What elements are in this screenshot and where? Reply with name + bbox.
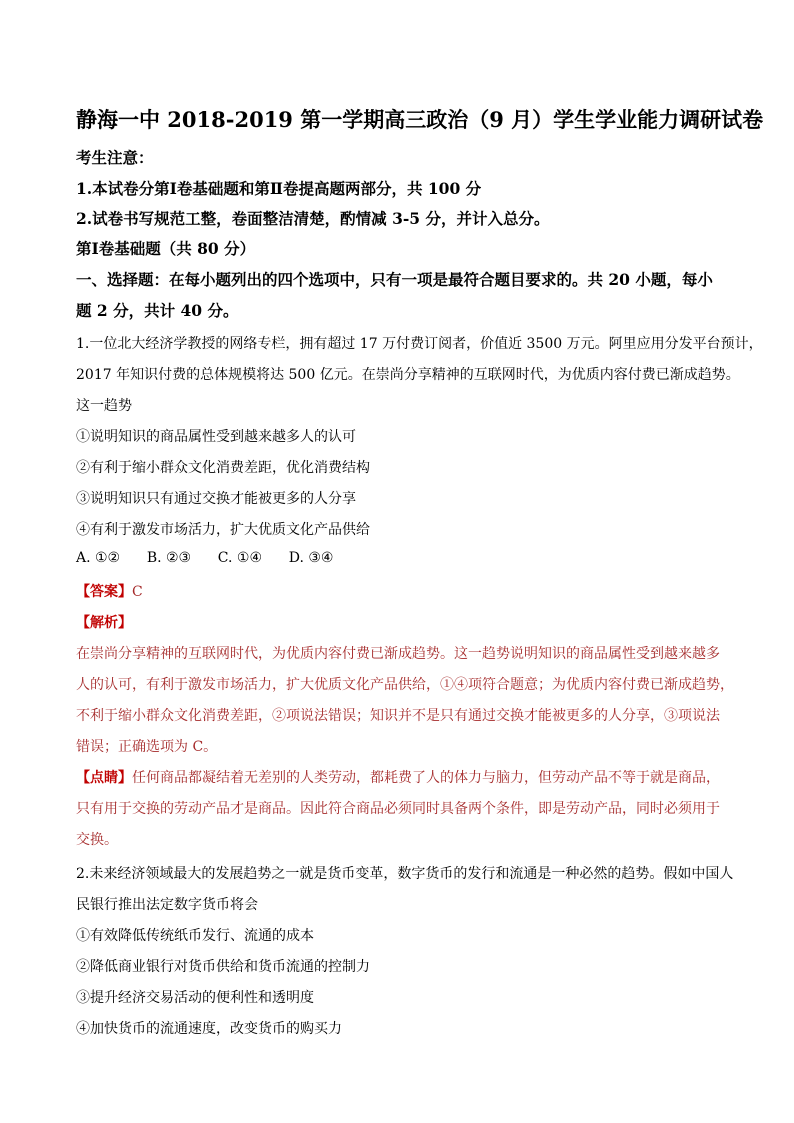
q1-option-1: ①说明知识的商品属性受到越来越多人的认可 [76, 429, 356, 445]
section-instruction-line-1: 一、选择题：在每小题列出的四个选项中，只有一项是最符合题目要求的。共 20 小题，每小 [76, 270, 713, 289]
page-title: 静海一中 2018-2019 第一学期高三政治（9 月）学生学业能力调研试卷 [76, 107, 764, 132]
section-heading: 第Ⅰ卷基础题（共 80 分） [76, 239, 256, 258]
q2-option-1: ①有效降低传统纸币发行、流通的成本 [76, 928, 314, 944]
q1-stem-line-1: 1.一位北大经济学教授的网络专栏，拥有超过 17 万付费订阅者，价值近 3500 万元。阿里应用分发平台预计， [76, 336, 763, 352]
q1-option-3: ③说明知识只有通过交换才能被更多的人分享 [76, 491, 356, 507]
notice-item-1: 1.本试卷分第Ⅰ卷基础题和第Ⅱ卷提高题两部分，共 100 分 [76, 179, 482, 198]
q2-option-2: ②降低商业银行对货币供给和货币流通的控制力 [76, 959, 370, 975]
q1-answer [76, 581, 143, 601]
answer-tag: 【答案】 [76, 584, 132, 600]
q1-comment-line-2: 只有用于交换的劳动产品才是商品。因此符合商品必须同时具备两个条件，即是劳动产品，同时必须用于 [76, 801, 720, 817]
q1-stem-line-3: 这一趋势 [76, 398, 132, 414]
comment-tag: 【点睛】 [76, 770, 132, 786]
q1-analysis-line-4: 错误；正确选项为 C。 [76, 739, 218, 755]
comment-text-1: 任何商品都凝结着无差别的人类劳动，都耗费了人的体力与脑力，但劳动产品不等于就是商品， [132, 770, 720, 786]
q1-analysis-line-3: 不利于缩小群众文化消费差距，②项说法错误；知识并不是只有通过交换才能被更多的人分享，③项说法 [76, 708, 720, 724]
q1-option-2: ②有利于缩小群众文化消费差距，优化消费结构 [76, 460, 370, 476]
q2-stem-line-1: 2.未来经济领域最大的发展趋势之一就是货币变革，数字货币的发行和流通是一种必然的趋势。假如中国人 [76, 866, 734, 882]
q1-analysis-line-2: 人的认可，有利于激发市场活力，扩大优质文化产品供给，①④项符合题意；为优质内容付费已渐成趋势， [76, 677, 734, 693]
q1-analysis-line-1: 在崇尚分享精神的互联网时代，为优质内容付费已渐成趋势。这一趋势说明知识的商品属性受到越来越多 [76, 646, 720, 662]
notice-heading: 考生注意： [76, 148, 154, 167]
q2-stem-line-2: 民银行推出法定数字货币将会 [76, 897, 258, 913]
notice-item-2: 2.试卷书写规范工整，卷面整洁清楚，酌情减 3-5 分，并计入总分。 [76, 209, 550, 228]
section-instruction-line-2: 题 2 分，共计 40 分。 [76, 301, 239, 320]
q1-option-4: ④有利于激发市场活力，扩大优质文化产品供给 [76, 522, 370, 538]
q2-option-4: ④加快货币的流通速度，改变货币的购买力 [76, 1021, 342, 1037]
analysis-tag: 【解析】 [76, 615, 132, 631]
q1-comment-line-3: 交换。 [76, 832, 118, 848]
q1-stem-line-2: 2017 年知识付费的总体规模将达 500 亿元。在崇尚分享精神的互联网时代，为优质内容付费已渐成趋势。 [76, 367, 740, 383]
q1-choices: A. ①② B. ②③ C. ①④ D. ③④ [76, 550, 334, 566]
q2-option-3: ③提升经济交易活动的便利性和透明度 [76, 990, 314, 1006]
q1-comment-line-1 [76, 767, 720, 787]
answer-value: C [132, 584, 143, 600]
q1-analysis-tag [76, 612, 132, 632]
